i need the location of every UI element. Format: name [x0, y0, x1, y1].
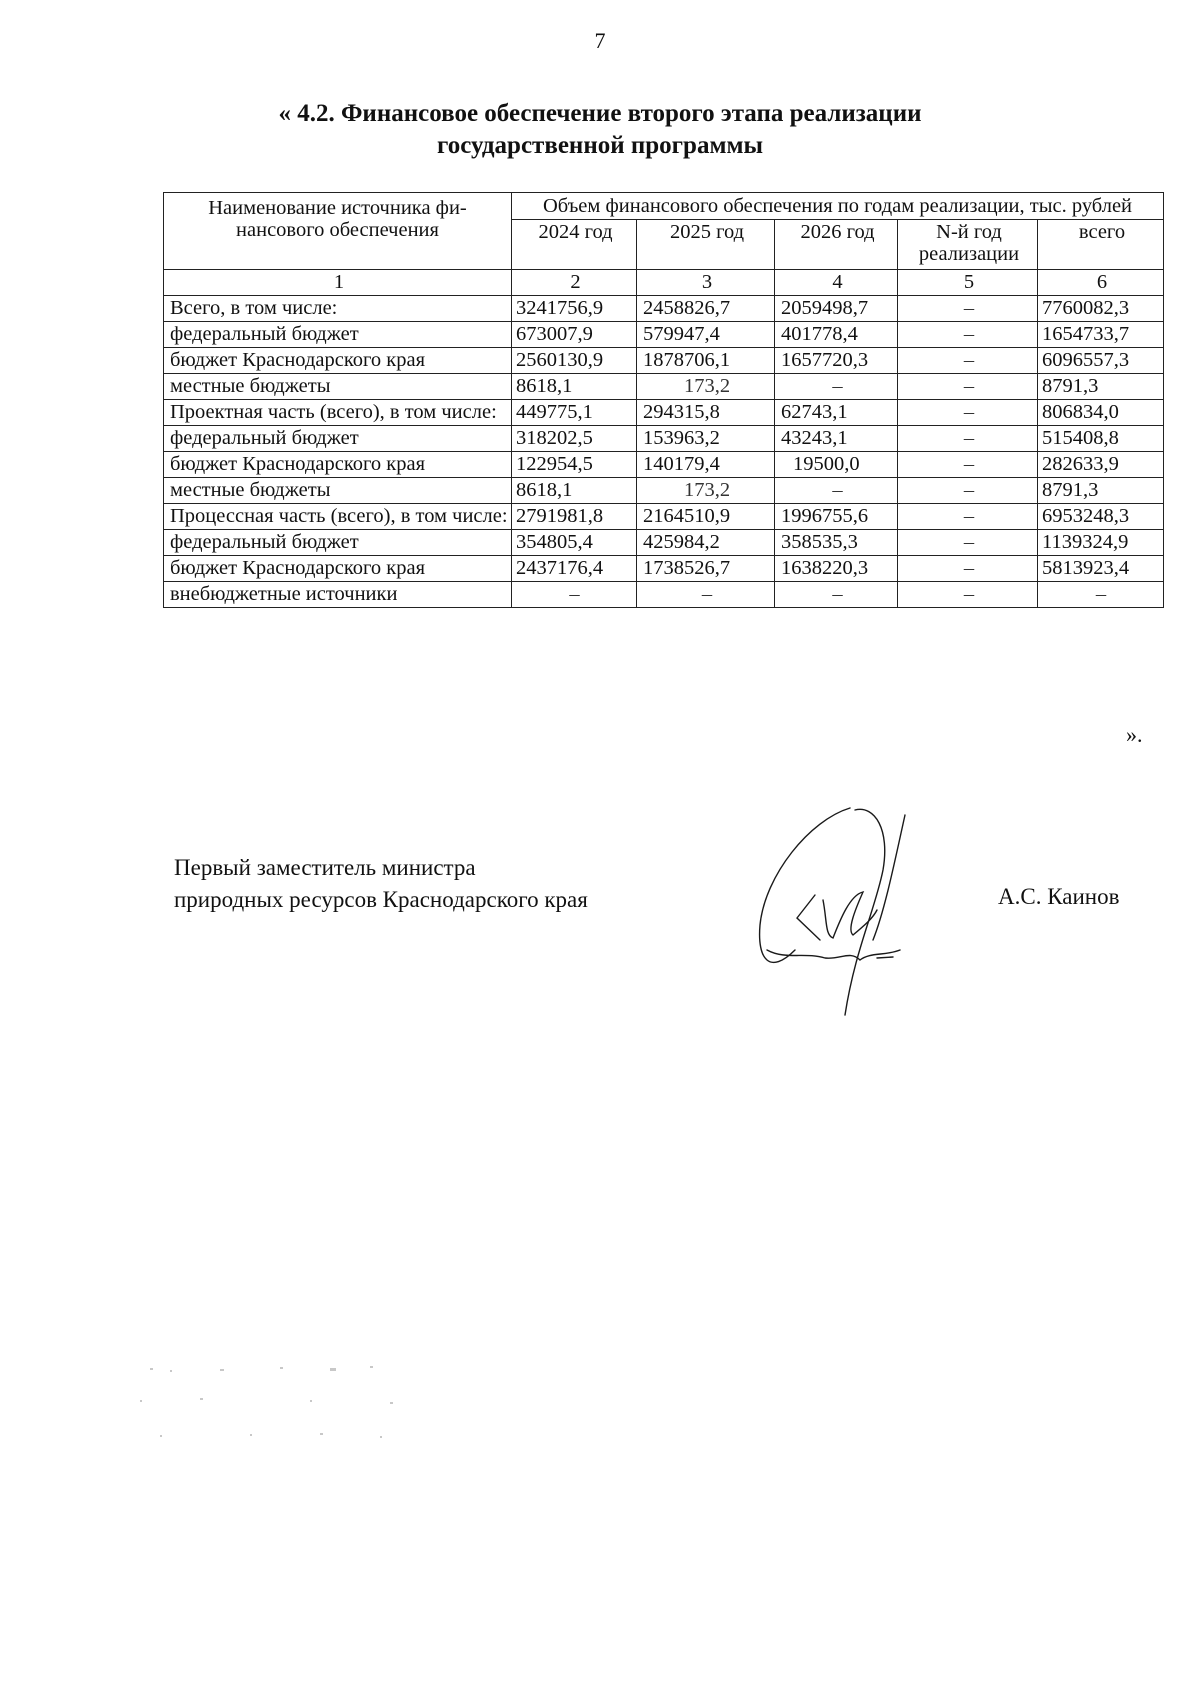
- header-year-2026: 2026 год: [775, 220, 898, 270]
- value-cell: 515408,8: [1038, 426, 1164, 452]
- value-cell: –: [898, 504, 1038, 530]
- value-cell: 673007,9: [512, 322, 637, 348]
- source-name-cell: бюджет Краснодарского края: [164, 556, 512, 582]
- value-cell: 43243,1: [775, 426, 898, 452]
- value-cell: 8618,1: [512, 478, 637, 504]
- value-cell: 7760082,3: [1038, 296, 1164, 322]
- value-cell: 401778,4: [775, 322, 898, 348]
- column-number: 3: [637, 270, 775, 296]
- value-cell: 1139324,9: [1038, 530, 1164, 556]
- header-year-2024: 2024 год: [512, 220, 637, 270]
- source-name-cell: внебюджетные источники: [164, 582, 512, 608]
- value-cell: 354805,4: [512, 530, 637, 556]
- value-cell: 6096557,3: [1038, 348, 1164, 374]
- value-cell: –: [637, 582, 775, 608]
- value-cell: 449775,1: [512, 400, 637, 426]
- source-name-cell: местные бюджеты: [164, 478, 512, 504]
- column-number: 2: [512, 270, 637, 296]
- value-cell: 140179,4: [637, 452, 775, 478]
- section-title-line-2: государственной программы: [436, 132, 764, 159]
- value-cell: –: [898, 374, 1038, 400]
- value-cell: 1654733,7: [1038, 322, 1164, 348]
- table-column-number-row: [164, 270, 1164, 296]
- signatory-role-line-2: природных ресурсов Краснодарского края: [174, 887, 588, 912]
- table-header-row: [164, 193, 1164, 220]
- table-body: [164, 296, 1164, 608]
- source-name-cell: федеральный бюджет: [164, 426, 512, 452]
- value-cell: –: [775, 582, 898, 608]
- value-cell: 806834,0: [1038, 400, 1164, 426]
- source-name-cell: Проектная часть (всего), в том числе:: [164, 400, 512, 426]
- value-cell: –: [775, 374, 898, 400]
- value-cell: 2560130,9: [512, 348, 637, 374]
- table-row: [164, 426, 1164, 452]
- value-cell: 1878706,1: [637, 348, 775, 374]
- value-cell: 425984,2: [637, 530, 775, 556]
- source-name-cell: бюджет Краснодарского края: [164, 348, 512, 374]
- value-cell: 62743,1: [775, 400, 898, 426]
- table-row: [164, 452, 1164, 478]
- value-cell: –: [775, 478, 898, 504]
- section-title-line-1: « 4.2. Финансовое обеспечение второго этапа реализации: [278, 100, 922, 127]
- value-cell: –: [898, 556, 1038, 582]
- column-number: 1: [164, 270, 512, 296]
- value-cell: 2791981,8: [512, 504, 637, 530]
- value-cell: –: [898, 426, 1038, 452]
- value-cell: 8791,3: [1038, 478, 1164, 504]
- header-total: всего: [1038, 220, 1164, 270]
- value-cell: 358535,3: [775, 530, 898, 556]
- signatory-role-line-1: Первый заместитель министра: [174, 855, 476, 880]
- table-row: [164, 322, 1164, 348]
- source-name-cell: бюджет Краснодарского края: [164, 452, 512, 478]
- table-row: [164, 400, 1164, 426]
- column-number: 5: [898, 270, 1038, 296]
- value-cell: –: [1038, 582, 1164, 608]
- signatory-name: А.С. Каинов: [998, 884, 1120, 909]
- header-volume: Объем финансового обеспечения по годам реализации, тыс. рублей: [512, 193, 1164, 220]
- value-cell: 2458826,7: [637, 296, 775, 322]
- value-cell: –: [898, 582, 1038, 608]
- column-number: 6: [1038, 270, 1164, 296]
- header-source: Наименование источника фи-нансового обеспечения: [164, 193, 512, 270]
- value-cell: 2164510,9: [637, 504, 775, 530]
- source-name-cell: Процессная часть (всего), в том числе:: [164, 504, 512, 530]
- value-cell: –: [898, 400, 1038, 426]
- section-title: [0, 98, 1200, 162]
- value-cell: 2437176,4: [512, 556, 637, 582]
- value-cell: 1996755,6: [775, 504, 898, 530]
- page-number: 7: [594, 28, 606, 53]
- value-cell: 282633,9: [1038, 452, 1164, 478]
- value-cell: 173,2: [637, 478, 775, 504]
- value-cell: 3241756,9: [512, 296, 637, 322]
- value-cell: 2059498,7: [775, 296, 898, 322]
- value-cell: 8791,3: [1038, 374, 1164, 400]
- value-cell: 8618,1: [512, 374, 637, 400]
- value-cell: –: [512, 582, 637, 608]
- value-cell: –: [898, 530, 1038, 556]
- value-cell: 173,2: [637, 374, 775, 400]
- value-cell: –: [898, 322, 1038, 348]
- value-cell: 19500,0: [775, 452, 898, 478]
- table-row: [164, 296, 1164, 322]
- value-cell: –: [898, 478, 1038, 504]
- source-name-cell: федеральный бюджет: [164, 530, 512, 556]
- value-cell: 294315,8: [637, 400, 775, 426]
- header-year-n: N-й год реализации: [898, 220, 1038, 270]
- scan-artifact: [130, 1360, 450, 1455]
- value-cell: 1738526,7: [637, 556, 775, 582]
- table-row: [164, 348, 1164, 374]
- value-cell: 318202,5: [512, 426, 637, 452]
- handwritten-signature: [755, 800, 925, 1025]
- value-cell: 1638220,3: [775, 556, 898, 582]
- value-cell: –: [898, 348, 1038, 374]
- source-name-cell: Всего, в том числе:: [164, 296, 512, 322]
- source-name-cell: федеральный бюджет: [164, 322, 512, 348]
- header-year-2025: 2025 год: [637, 220, 775, 270]
- value-cell: 1657720,3: [775, 348, 898, 374]
- closing-quote: ».: [1126, 722, 1143, 747]
- value-cell: 153963,2: [637, 426, 775, 452]
- value-cell: 5813923,4: [1038, 556, 1164, 582]
- value-cell: –: [898, 452, 1038, 478]
- value-cell: 579947,4: [637, 322, 775, 348]
- table-row: [164, 374, 1164, 400]
- table-row: [164, 556, 1164, 582]
- column-number: 4: [775, 270, 898, 296]
- table-row: [164, 530, 1164, 556]
- value-cell: 122954,5: [512, 452, 637, 478]
- value-cell: 6953248,3: [1038, 504, 1164, 530]
- table-row: [164, 504, 1164, 530]
- value-cell: –: [898, 296, 1038, 322]
- signatory-role: [174, 852, 588, 916]
- table-row: [164, 478, 1164, 504]
- financing-table: [163, 192, 1164, 608]
- table-row: [164, 582, 1164, 608]
- source-name-cell: местные бюджеты: [164, 374, 512, 400]
